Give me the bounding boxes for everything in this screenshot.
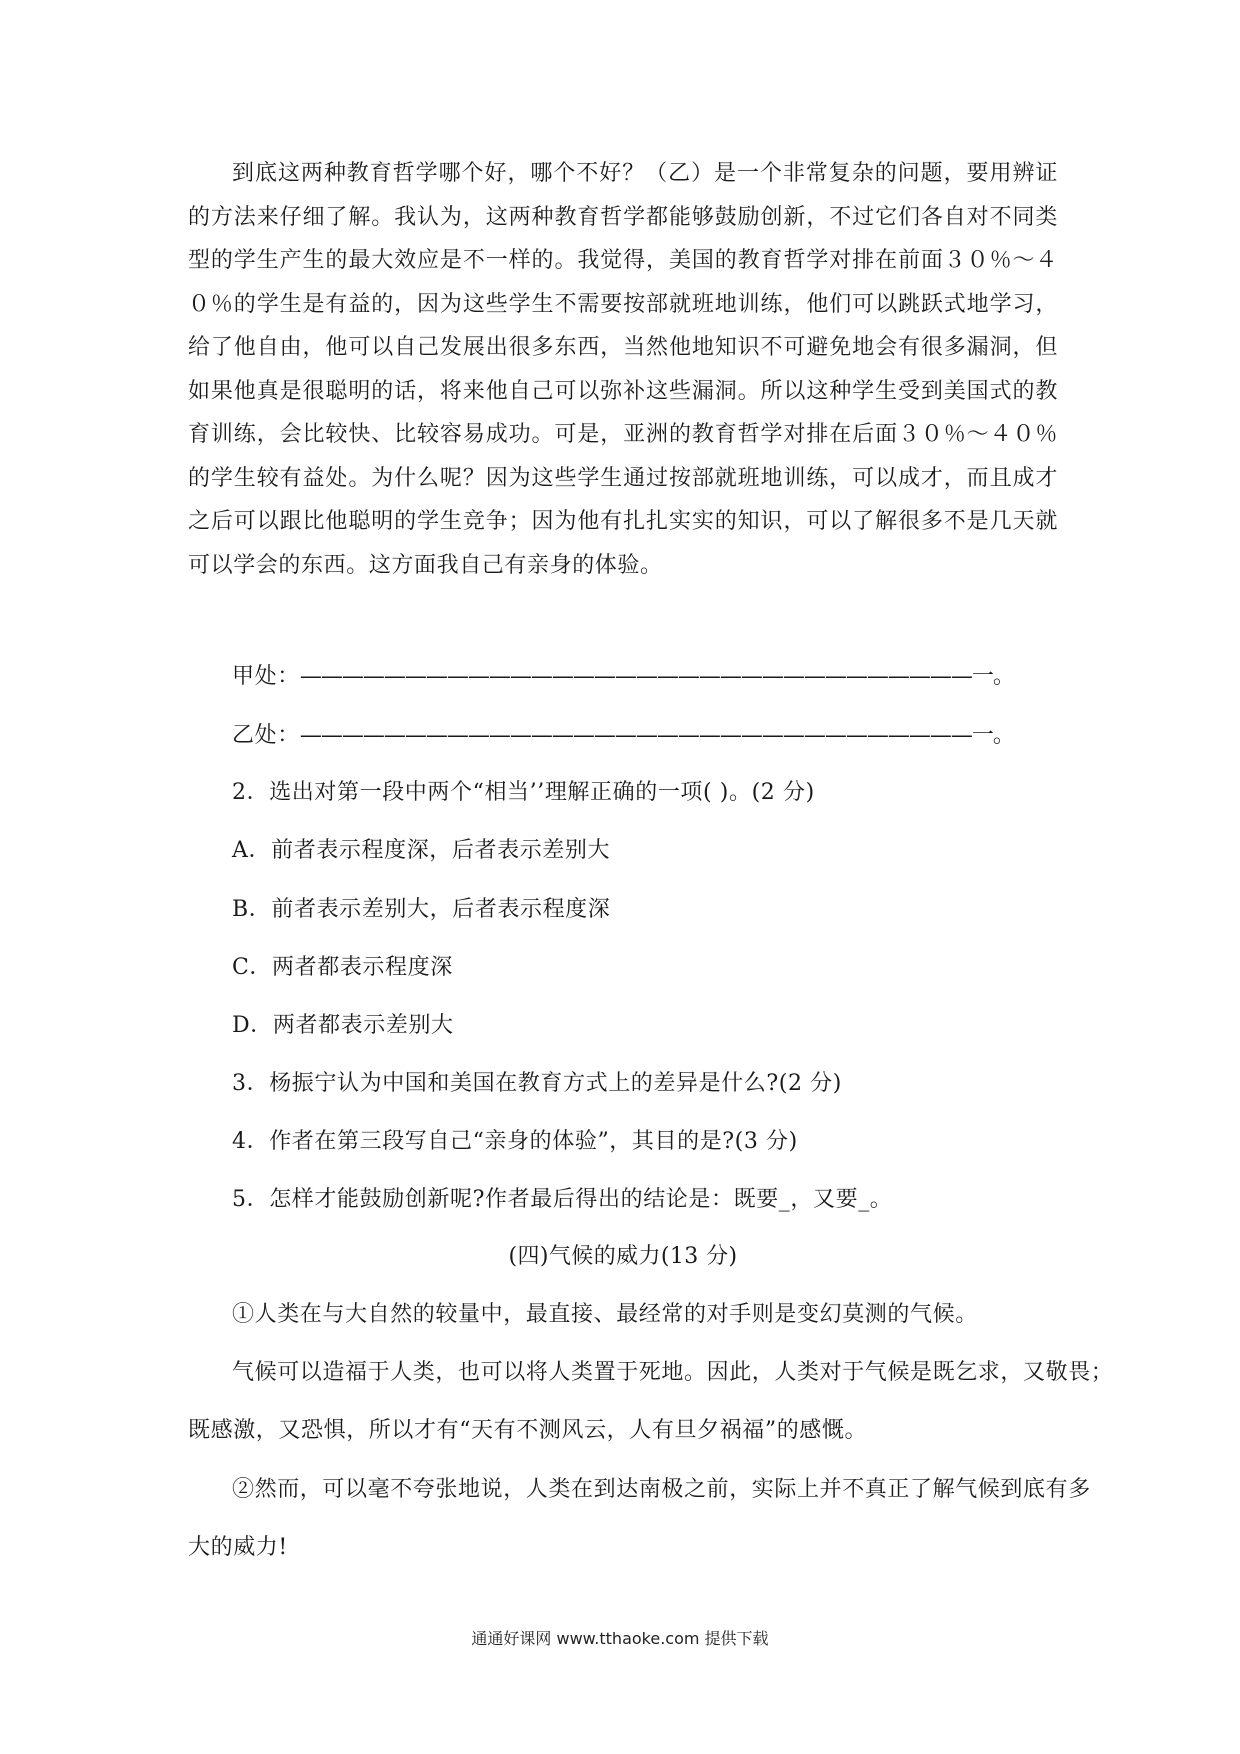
section-title: (四)气候的威力(13 分) <box>508 1244 738 1269</box>
answer-blank-yi: ————————————————————————————————一。 <box>299 723 1014 748</box>
answer-blank-jia: ————————————————————————————————一。 <box>299 664 1014 689</box>
answer-label-yi: 乙处： <box>232 723 300 748</box>
question-2-option-a: A．前者表示程度深，后者表示差别大 <box>232 838 611 863</box>
question-2-option-d: D．两者都表示差别大 <box>232 1013 454 1038</box>
answer-line-yi <box>232 720 1014 752</box>
question-3: 3．杨振宁认为中国和美国在教育方式上的差异是什么?(2 分) <box>232 1071 842 1096</box>
question-2-option-c: C．两者都表示程度深 <box>232 955 453 980</box>
section-paragraph-3-line-1: ②然而，可以毫不夸张地说，人类在到达南极之前，实际上并不真正了解气候到底有多 <box>232 1477 1091 1502</box>
answer-label-jia: 甲处： <box>232 664 300 689</box>
question-2-option-b: B．前者表示差别大，后者表示程度深 <box>232 897 611 922</box>
passage-paragraph: 到底这两种教育哲学哪个好，哪个不好？（乙）是一个非常复杂的问题，要用辨证的方法来仔细了解。我认为，这两种教育哲学都能够鼓励创新，不过它们各自对不同类型的学生产生的最大效应是不一样的。我觉得，美国的教育哲学对排在前面３０％～４０％的学生是有益的，因为这些学生不需要按部就班地训练，他们可以跳跃式地学习，给了他自由，他可以自己发展出很多东西，当然他地知识不可避免地会有很多漏洞，但如果他真是很聪明的话，将来他自己可以弥补这些漏洞。所以这种学生受到美国式的教育训练，会比较快、比较容易成功。可是，亚洲的教育哲学对排在后面３０％～４０％的学生较有益处。为什么呢？因为这些学生通过按部就班地训练，可以成才，而且成才之后可以跟比他聪明的学生竞争；因为他有扎扎实实的知识，可以了解很多不是几天就可以学会的东西。这方面我自己有亲身的体验。 <box>188 161 1058 578</box>
question-2: 2．选出对第一段中两个“相当’’理解正确的一项( )。(2 分) <box>232 780 815 805</box>
answer-line-jia <box>232 661 1014 693</box>
section-paragraph-2-line-1: 气候可以造福于人类，也可以将人类置于死地。因此，人类对于气候是既乞求，又敬畏； <box>232 1360 1114 1385</box>
footer-source: 通通好课网 www.tthaoke.com 提供下载 <box>471 1629 769 1648</box>
question-5: 5．怎样才能鼓励创新呢?作者最后得出的结论是：既要_，又要_。 <box>232 1187 893 1212</box>
question-4: 4．作者在第三段写自己“亲身的体验”，其目的是?(3 分) <box>232 1129 798 1154</box>
section-paragraph-2-line-2: 既感激，又恐惧，所以才有“天有不测风云，人有旦夕祸福”的感慨。 <box>188 1418 868 1443</box>
section-paragraph-3-line-2: 大的威力! <box>188 1535 288 1560</box>
section-paragraph-1: ①人类在与大自然的较量中，最直接、最经常的对手则是变幻莫测的气候。 <box>232 1302 978 1327</box>
